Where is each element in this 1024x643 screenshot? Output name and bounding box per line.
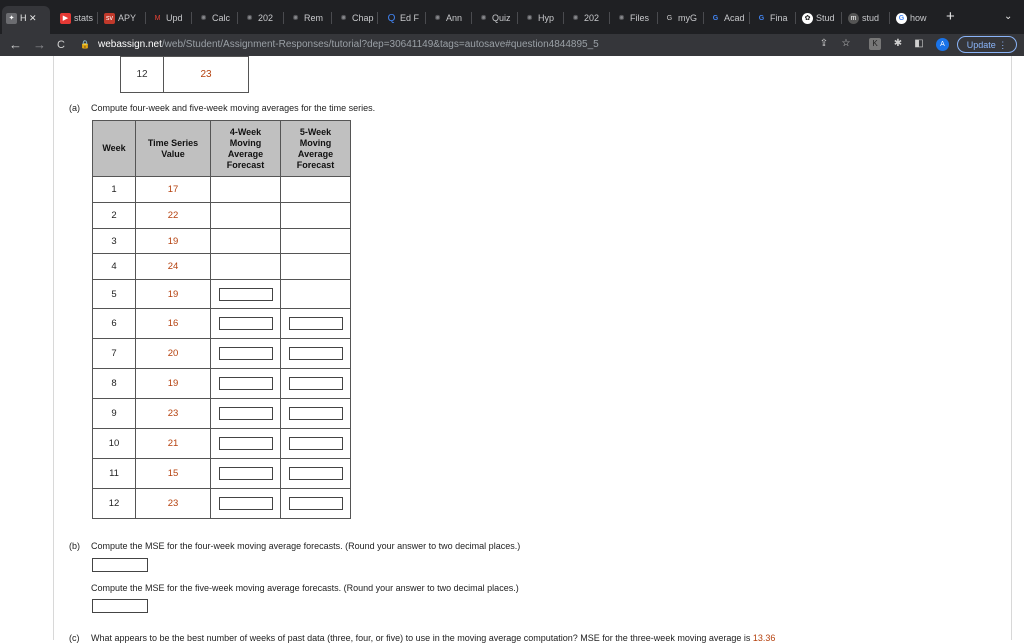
tab-8[interactable]: [382, 8, 426, 28]
forecast-4week-cell: [211, 489, 281, 519]
tab-12[interactable]: [566, 8, 610, 28]
forecast-5week-input[interactable]: [289, 467, 343, 480]
tab-label: Fina: [770, 13, 788, 23]
forecast-4week-input[interactable]: [219, 347, 273, 360]
loading-icon: ✺: [200, 15, 207, 23]
time-series-value-cell: 20: [136, 339, 211, 369]
kebab-menu-icon: ⋮: [998, 40, 1008, 50]
loading-icon: ✺: [572, 15, 579, 23]
part-b-question-2: Compute the MSE for the five-week moving average forecasts. (Round your answer to two decimal places.): [91, 583, 519, 593]
forecast-5week-cell: [281, 280, 351, 309]
bookmark-star-icon[interactable]: ☆: [841, 38, 851, 49]
forecast-4week-cell: [211, 399, 281, 429]
time-series-value-cell: 22: [136, 203, 211, 229]
g-icon: G: [666, 15, 673, 23]
forecast-5week-cell: [281, 254, 351, 280]
gmail-icon: M: [154, 15, 161, 23]
header-time-series: Time Series Value: [136, 121, 211, 177]
page-content: [0, 56, 1024, 643]
google-icon: G: [712, 15, 719, 23]
table-row: [93, 489, 351, 519]
forecast-5week-input[interactable]: [289, 497, 343, 510]
forecast-4week-cell: [211, 429, 281, 459]
loading-icon: ✺: [526, 15, 533, 23]
forecast-5week-cell: [281, 177, 351, 203]
tab-2[interactable]: [100, 8, 146, 28]
forecast-4week-cell: [211, 203, 281, 229]
part-c-label: (c): [69, 633, 80, 643]
time-series-value-cell: 19: [136, 280, 211, 309]
sidepanel-icon[interactable]: ◧: [914, 38, 924, 49]
table-row: [93, 203, 351, 229]
tab-6[interactable]: [286, 8, 332, 28]
table-row: [93, 369, 351, 399]
week-cell: 10: [93, 429, 136, 459]
header-week: Week: [93, 121, 136, 177]
tab-label: Stud: [816, 13, 835, 23]
youtube-icon: ▶: [60, 13, 71, 24]
table-row: [93, 229, 351, 254]
forecast-5week-cell: [281, 229, 351, 254]
forecast-5week-cell: [281, 489, 351, 519]
week-cell: 3: [93, 229, 136, 254]
tab-label: stats: [74, 13, 94, 23]
update-label: Update: [966, 40, 996, 50]
time-series-value-cell: 23: [136, 489, 211, 519]
browser-toolbar: [0, 34, 1024, 56]
tab-label: Ed F: [400, 13, 420, 23]
week-cell: 4: [93, 254, 136, 280]
time-series-value-cell: 19: [136, 369, 211, 399]
value-cell: 23: [164, 57, 249, 93]
forecast-5week-input[interactable]: [289, 347, 343, 360]
week-cell: 5: [93, 280, 136, 309]
tab-label: Rem: [304, 13, 324, 23]
address-bar[interactable]: [80, 35, 860, 55]
google-icon: G: [758, 15, 765, 23]
forecast-5week-input[interactable]: [289, 317, 343, 330]
tab-favicon-icon: ✦: [6, 13, 17, 24]
header-5week: 5-Week Moving Average Forecast: [281, 121, 351, 177]
tab-label: Files: [630, 13, 650, 23]
tab-13[interactable]: [612, 8, 658, 28]
forecast-4week-input[interactable]: [219, 497, 273, 510]
study-icon: m: [848, 13, 859, 24]
part-a-label: (a): [69, 103, 80, 113]
tab-label: 202: [258, 13, 274, 23]
forecast-5week-input[interactable]: [289, 437, 343, 450]
forecast-4week-cell: [211, 177, 281, 203]
loading-icon: ✺: [434, 15, 441, 23]
part-b-text-1: Compute the MSE for the four-week moving average forecasts. (Round your answer to two decimal places.): [91, 541, 521, 551]
tab-17[interactable]: [798, 8, 842, 28]
google-icon: G: [896, 13, 907, 24]
table-row: [93, 399, 351, 429]
part-b-label: (b): [69, 541, 80, 551]
time-series-value-cell: 15: [136, 459, 211, 489]
loading-icon: ✺: [340, 15, 347, 23]
table-row: [93, 459, 351, 489]
time-series-value-cell: 21: [136, 429, 211, 459]
loading-icon: ✺: [480, 15, 487, 23]
part-a-text: Compute four-week and five-week moving averages for the time series.: [91, 103, 376, 113]
tab-label: myG: [678, 13, 697, 23]
week-cell: 8: [93, 369, 136, 399]
tab-label: Quiz: [492, 13, 511, 23]
forecast-5week-cell: [281, 429, 351, 459]
tab-5[interactable]: [240, 8, 284, 28]
time-series-value-cell: 16: [136, 309, 211, 339]
forecast-5week-cell: [281, 459, 351, 489]
forecast-4week-cell: [211, 339, 281, 369]
extensions-puzzle-icon[interactable]: ✱: [893, 38, 903, 49]
week-cell: 6: [93, 309, 136, 339]
table-row: [93, 254, 351, 280]
forecast-5week-cell: [281, 203, 351, 229]
week-cell: 9: [93, 399, 136, 429]
tab-7[interactable]: [334, 8, 378, 28]
forecast-4week-cell: [211, 459, 281, 489]
part-b-question-1: [69, 541, 520, 551]
loading-icon: ✺: [618, 15, 625, 23]
part-c-text: What appears to be the best number of weeks of past data (three, four, or five) to use in the moving average computation? MSE for the three-week moving average is: [91, 633, 751, 643]
mse-3week-value: 13.36: [752, 633, 776, 643]
forecast-4week-cell: [211, 229, 281, 254]
forecast-4week-input[interactable]: [219, 437, 273, 450]
forecast-4week-cell: [211, 369, 281, 399]
loading-icon: ✺: [246, 15, 253, 23]
tab-label: Calc: [212, 13, 231, 23]
tab-3[interactable]: [148, 8, 192, 28]
tab-19[interactable]: [892, 8, 938, 28]
part-a-question: [69, 103, 375, 113]
week-cell: 2: [93, 203, 136, 229]
tab-15[interactable]: [706, 8, 750, 28]
tab-1[interactable]: [56, 8, 98, 28]
profile-avatar[interactable]: A: [936, 38, 949, 51]
forecast-4week-cell: [211, 254, 281, 280]
forecast-4week-input[interactable]: [219, 288, 273, 301]
forecast-5week-cell: [281, 369, 351, 399]
tab-18[interactable]: [844, 8, 890, 28]
new-tab-button[interactable]: +: [946, 8, 955, 25]
week-cell: 11: [93, 459, 136, 489]
forecast-5week-cell: [281, 339, 351, 369]
tab-label: Ann: [446, 13, 463, 23]
time-series-value-cell: 23: [136, 399, 211, 429]
header-row: [93, 121, 351, 177]
tab-label: Acad: [724, 13, 745, 23]
forecast-5week-cell: [281, 399, 351, 429]
tab-16[interactable]: [752, 8, 796, 28]
share-icon[interactable]: ⇪: [819, 38, 829, 49]
tab-label: 202: [584, 13, 600, 23]
previous-table-tail: [120, 56, 249, 93]
tab-11[interactable]: [520, 8, 564, 28]
table-row: [121, 57, 249, 93]
tab-search-chevron-icon[interactable]: ⌄: [1004, 11, 1013, 22]
week-cell: 7: [93, 339, 136, 369]
tab-14[interactable]: [660, 8, 704, 28]
table-row: [93, 177, 351, 203]
tab-0[interactable]: [2, 6, 50, 34]
chatgpt-icon: ✿: [802, 13, 813, 24]
part-c-question: [69, 633, 775, 643]
tab-label: Chap: [352, 13, 374, 23]
sv-icon: sv: [106, 15, 113, 23]
forecast-4week-input[interactable]: [219, 467, 273, 480]
browser-tab-bar: [0, 0, 1024, 34]
time-series-value-cell: 17: [136, 177, 211, 203]
moving-average-table: [92, 120, 351, 519]
forward-button[interactable]: →: [33, 37, 46, 52]
close-tab-icon[interactable]: ✕: [29, 13, 37, 23]
forecast-5week-input[interactable]: [289, 407, 343, 420]
tab-4[interactable]: [194, 8, 238, 28]
forecast-4week-cell: [211, 309, 281, 339]
tab-label: Upd: [166, 13, 183, 23]
tab-label: Hyp: [538, 13, 555, 23]
forecast-4week-cell: [211, 280, 281, 309]
week-cell: 12: [121, 57, 164, 93]
table-row: [93, 339, 351, 369]
mse-4week-input[interactable]: [92, 558, 148, 572]
update-button[interactable]: [957, 36, 1017, 53]
forecast-4week-input[interactable]: [219, 407, 273, 420]
tab-label: APY: [118, 13, 137, 23]
time-series-value-cell: 19: [136, 229, 211, 254]
loading-icon: ✺: [292, 15, 299, 23]
forecast-5week-cell: [281, 309, 351, 339]
forecast-4week-input[interactable]: [219, 317, 273, 330]
reload-button[interactable]: C: [57, 39, 65, 51]
table-row: [93, 429, 351, 459]
forecast-5week-input[interactable]: [289, 377, 343, 390]
forecast-4week-input[interactable]: [219, 377, 273, 390]
tab-label: H: [20, 13, 27, 23]
mse-5week-input[interactable]: [92, 599, 148, 613]
tab-label: stud: [862, 13, 880, 23]
back-button[interactable]: ←: [9, 37, 22, 52]
search-icon: Q: [387, 13, 396, 25]
tab-label: how: [910, 13, 927, 23]
table-row: [93, 280, 351, 309]
tab-10[interactable]: [474, 8, 518, 28]
tab-9[interactable]: [428, 8, 472, 28]
week-cell: 12: [93, 489, 136, 519]
url-path: /web/Student/Assignment-Responses/tutorial?dep=30641149&tags=autosave#question4844895_5: [161, 39, 599, 50]
week-cell: 1: [93, 177, 136, 203]
time-series-value-cell: 24: [136, 254, 211, 280]
table-row: [93, 309, 351, 339]
url-domain: webassign.net: [97, 39, 162, 50]
lock-icon: 🔒: [80, 40, 90, 49]
header-4week: 4-Week Moving Average Forecast: [211, 121, 281, 177]
extension-icon[interactable]: K: [869, 38, 881, 50]
